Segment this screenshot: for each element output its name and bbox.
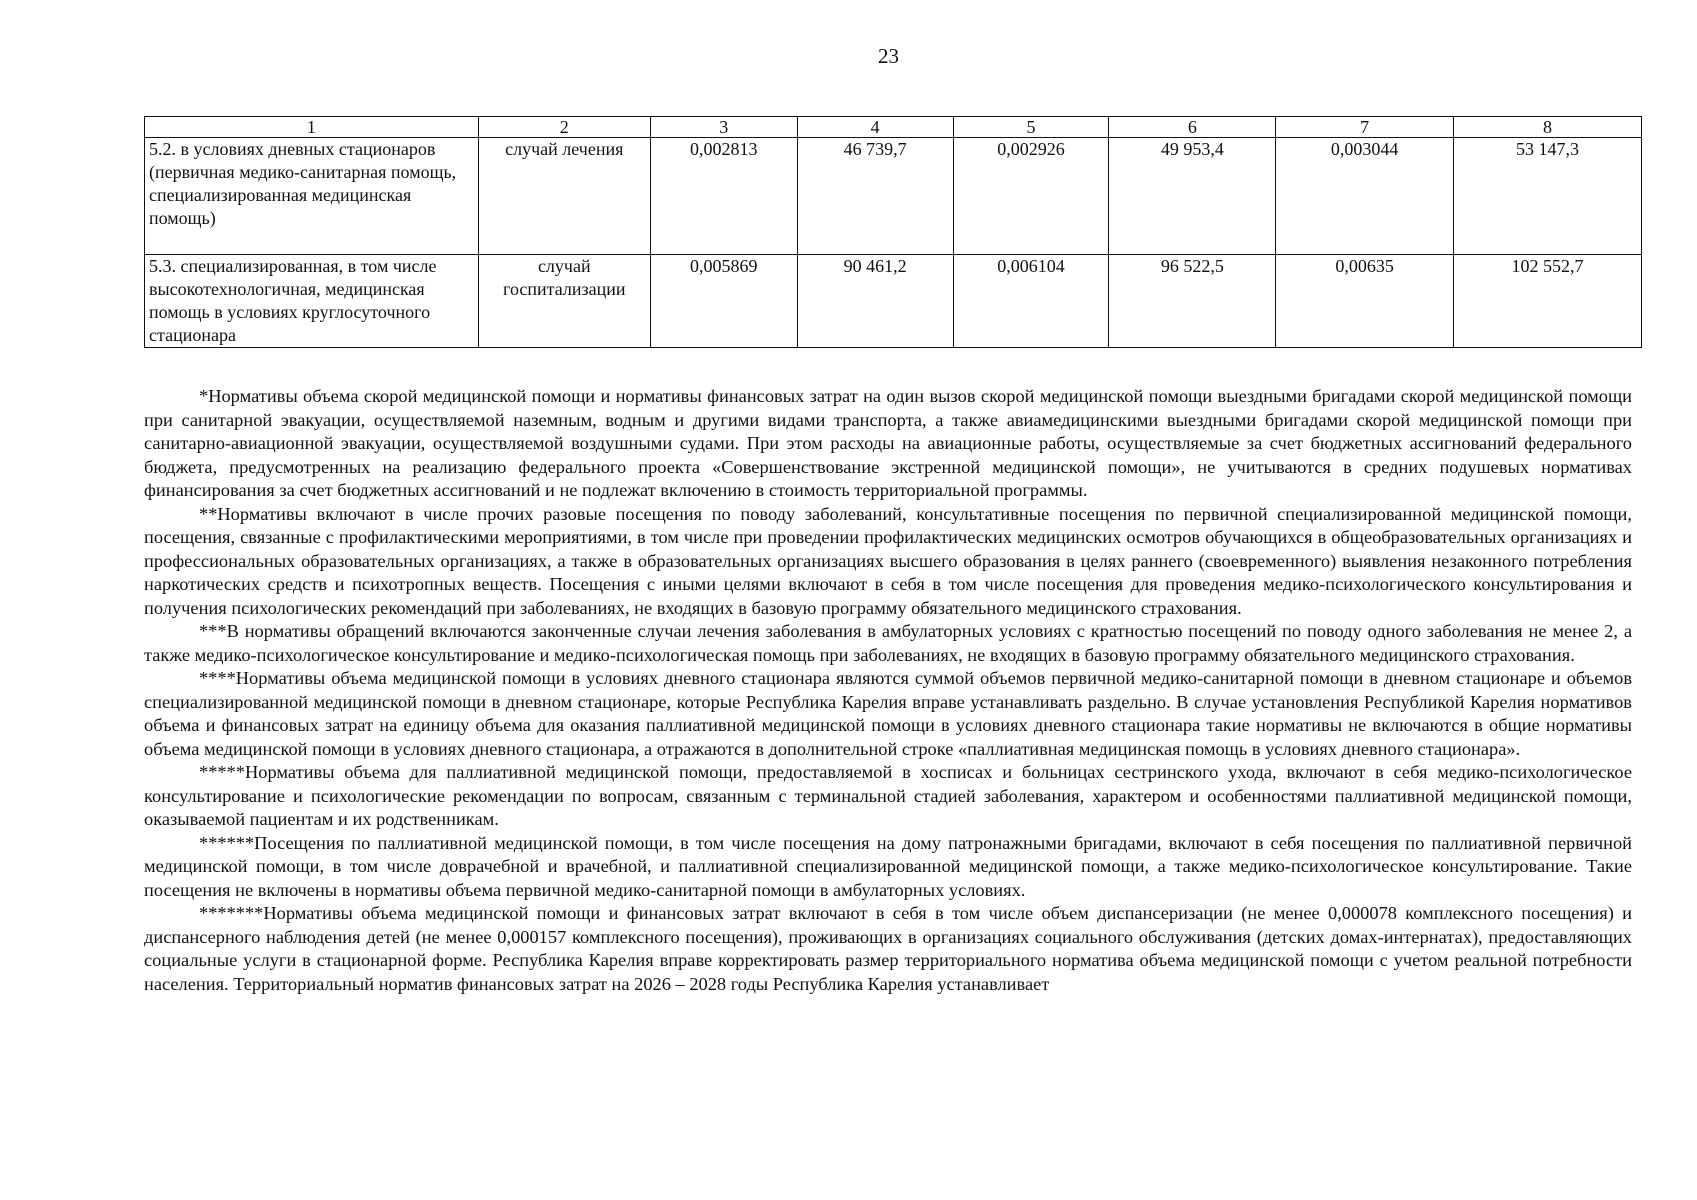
value-cell: 46 739,7 bbox=[797, 138, 953, 255]
column-header: 5 bbox=[953, 117, 1109, 138]
footnote-paragraph: *******Нормативы объема медицинской помощи и финансовых затрат включают в себя в том числе объем диспансеризации (не менее 0,000078 комплексного посещения) и диспансерного наблюдения детей (не менее 0,000157 комплексного посещения), проживающих в организациях социального обслуживания (детских домах-интернатах), предоставляющих социальные услуги в стационарной форме. Республика Карелия вправе корректировать размер территориального норматива объема медицинской помощи с учетом реальной потребности населения. Территориальный норматив финансовых затрат на 2026 – 2028 годы Республика Карелия устанавливает bbox=[144, 903, 1632, 994]
value-cell: 0,005869 bbox=[650, 255, 797, 348]
value-cell: 0,003044 bbox=[1276, 138, 1454, 255]
data-table bbox=[144, 116, 1642, 348]
value-cell: 0,002813 bbox=[650, 138, 797, 255]
footnote-paragraph: ****Нормативы объема медицинской помощи в условиях дневного стационара являются суммой объемов первичной медико-санитарной помощи в дневном стационаре и объемов специализированной медицинской помощи в дневном стационаре, которые Республика Карелия вправе устанавливать раздельно. В случае установления Республикой Карелия нормативов объема и финансовых затрат на единицу объема для оказания паллиативной медицинской помощи в условиях дневного стационара такие нормативы не включаются в общие нормативы объема медицинской помощи в условиях дневного стационара, а отражаются в дополнительной строке «паллиативная медицинская помощь в условиях дневного стационара». bbox=[144, 668, 1632, 759]
value-cell: 53 147,3 bbox=[1454, 138, 1642, 255]
value-cell: 0,002926 bbox=[953, 138, 1109, 255]
column-header: 4 bbox=[797, 117, 953, 138]
unit-cell: случай лечения bbox=[478, 138, 650, 255]
unit-cell: случай госпитализации bbox=[478, 255, 650, 348]
table-header-row bbox=[145, 117, 1642, 138]
table-row bbox=[145, 138, 1642, 255]
column-header: 6 bbox=[1109, 117, 1276, 138]
value-cell: 0,00635 bbox=[1276, 255, 1454, 348]
column-header: 7 bbox=[1276, 117, 1454, 138]
footnote-paragraph: ******Посещения по паллиативной медицинской помощи, в том числе посещения на дому патронажными бригадами, включают в себя посещения по паллиативной первичной медицинской помощи, в том числе доврачебной и врачебной, и паллиативной специализированной медицинской помощи, а также медико-психологическое консультирование. Такие посещения не включены в нормативы объема первичной медико-санитарной помощи в амбулаторных условиях. bbox=[144, 832, 1632, 900]
value-cell: 102 552,7 bbox=[1454, 255, 1642, 348]
column-header: 3 bbox=[650, 117, 797, 138]
footnote-paragraph: *Нормативы объема скорой медицинской помощи и нормативы финансовых затрат на один вызов скорой медицинской помощи выездными бригадами скорой медицинской помощи при санитарной эвакуации, осуществляемой наземным, водным и другими видами транспорта, а также авиамедицинскими выездными бригадами скорой медицинской помощи при санитарно-авиационной эвакуации, осуществляемой воздушными судами. При этом расходы на авиационные работы, осуществляемые за счет бюджетных ассигнований федерального бюджета, предусмотренных на реализацию федерального проекта «Совершенствование экстренной медицинской помощи», не учитываются в средних подушевых нормативах финансирования за счет бюджетных ассигнований и не подлежат включению в стоимость территориальной программы. bbox=[144, 386, 1632, 500]
table-row bbox=[145, 255, 1642, 348]
page-number: 23 bbox=[878, 44, 899, 68]
footnote-paragraph: *****Нормативы объема для паллиативной медицинской помощи, предоставляемой в хосписах и больницах сестринского ухода, включают в себя медико-психологическое консультирование и психологические рекомендации по вопросам, связанным с терминальной стадией заболевания, характером и особенностями паллиативной медицинской помощи, оказываемой пациентам и их родственникам. bbox=[144, 762, 1632, 829]
column-header: 2 bbox=[478, 117, 650, 138]
value-cell: 90 461,2 bbox=[797, 255, 953, 348]
column-header: 1 bbox=[145, 117, 479, 138]
row-name-cell: 5.2. в условиях дневных стационаров (первичная медико-санитарная помощь, специализированная медицинская помощь) bbox=[145, 138, 479, 255]
value-cell: 49 953,4 bbox=[1109, 138, 1276, 255]
value-cell: 96 522,5 bbox=[1109, 255, 1276, 348]
row-name-cell: 5.3. специализированная, в том числе высокотехнологичная, медицинская помощь в условиях круглосуточного стационара bbox=[145, 255, 479, 348]
footnote-paragraph: ***В нормативы обращений включаются законченные случаи лечения заболевания в амбулаторных условиях с кратностью посещений по поводу одного заболевания не менее 2, а также медико-психологическое консультирование и медико-психологическая помощь при заболеваниях, не входящих в базовую программу обязательного медицинского страхования. bbox=[144, 621, 1632, 665]
value-cell: 0,006104 bbox=[953, 255, 1109, 348]
column-header: 8 bbox=[1454, 117, 1642, 138]
footnotes bbox=[144, 385, 1632, 996]
footnote-paragraph: **Нормативы включают в числе прочих разовые посещения по поводу заболеваний, консультативные посещения по первичной специализированной медицинской помощи, посещения, связанные с профилактическими мероприятиями, в том числе при проведении профилактических медицинских осмотров обучающихся в общеобразовательных организациях и профессиональных образовательных организациях, а также в образовательных организациях высшего образования в целях раннего (своевременного) выявления незаконного потребления наркотических средств и психотропных веществ. Посещения с иными целями включают в себя в том числе посещения для проведения медико-психологического консультирования и получения психологических рекомендаций при заболеваниях, не входящих в базовую программу обязательного медицинского страхования. bbox=[144, 503, 1632, 618]
